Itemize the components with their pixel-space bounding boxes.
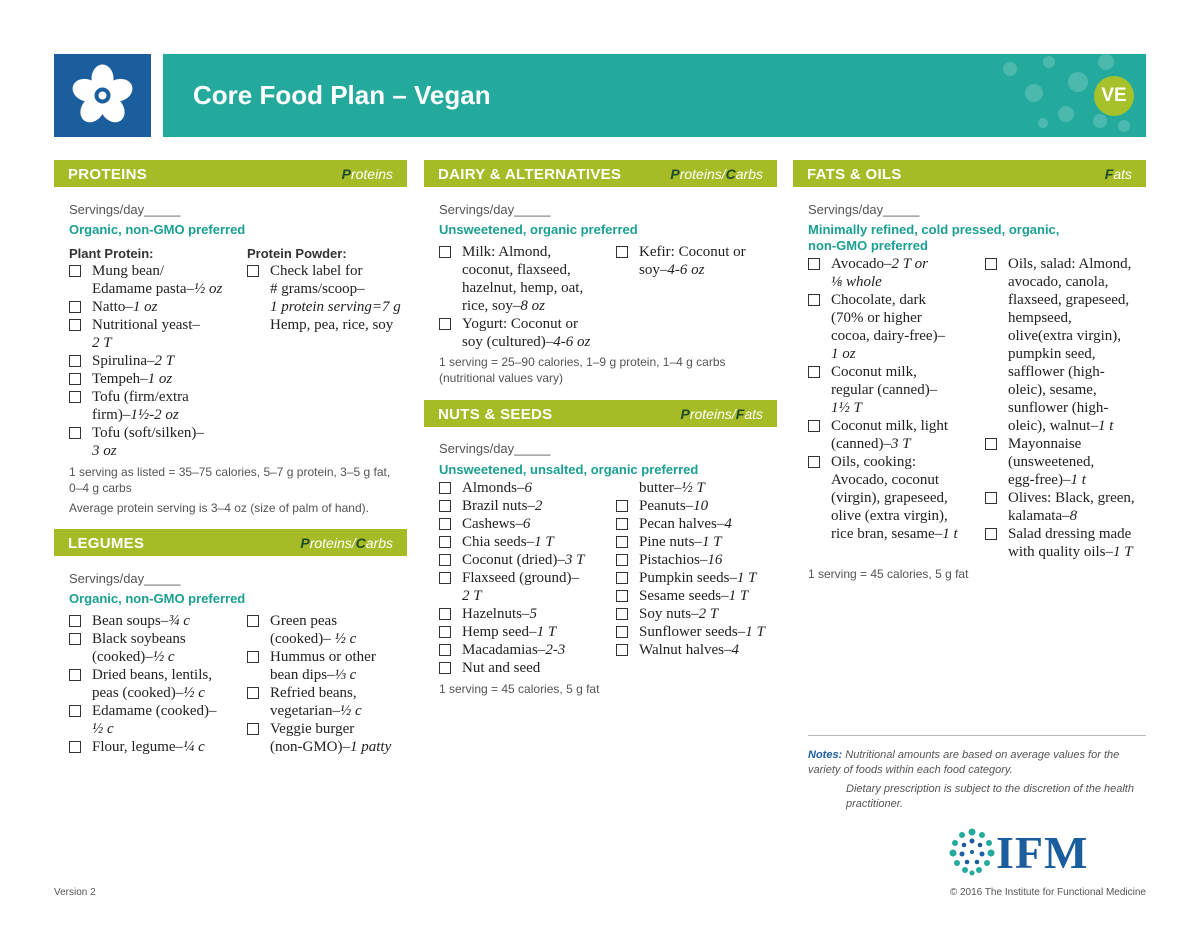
list-item[interactable]: Tofu (soft/silken)– 3 oz [69, 424, 244, 460]
checkbox-icon[interactable] [439, 572, 451, 584]
list-item[interactable]: Tempeh–1 oz [69, 370, 244, 388]
list-item[interactable]: Salad dressing made with quality oils–1 T [985, 525, 1150, 561]
checkbox-icon[interactable] [247, 651, 259, 663]
fats-title: FATS & OILS [807, 166, 902, 183]
list-item[interactable]: Chocolate, dark (70% or higher cocoa, dairy-free)– 1 oz [808, 291, 988, 363]
list-item[interactable]: Nutritional yeast– 2 T [69, 316, 244, 352]
nuts-list-right [616, 479, 786, 659]
notes-divider [808, 735, 1146, 736]
list-item[interactable]: Soy nuts–2 T [616, 605, 786, 623]
list-item[interactable]: Hazelnuts–5 [439, 605, 614, 623]
list-item[interactable]: Hemp seed–1 T [439, 623, 614, 641]
checkbox-icon[interactable] [616, 554, 628, 566]
checkbox-icon[interactable] [69, 391, 81, 403]
list-item[interactable]: Refried beans, vegetarian–½ c [247, 684, 417, 720]
flower-logo-icon [54, 54, 151, 137]
version-label: Version 2 [54, 887, 96, 898]
dairy-servings: Servings/day_____ [439, 202, 551, 217]
nuts-list-left [439, 479, 614, 677]
checkbox-icon[interactable] [69, 633, 81, 645]
list-item[interactable]: Black soybeans (cooked)–½ c [69, 630, 244, 666]
copyright: © 2016 The Institute for Functional Medicine [949, 887, 1146, 898]
proteins-preference: Organic, non-GMO preferred [69, 222, 246, 237]
list-item[interactable]: Coconut milk, light (canned)–3 T [808, 417, 988, 453]
checkbox-icon[interactable] [69, 373, 81, 385]
checkbox-icon[interactable] [808, 456, 820, 468]
checkbox-icon[interactable] [247, 723, 259, 735]
plant-protein-label: Plant Protein: [69, 246, 154, 261]
fats-list-left [808, 255, 988, 543]
checkbox-icon[interactable] [616, 590, 628, 602]
list-item[interactable]: Bean soups–¾ c [69, 612, 244, 630]
list-item[interactable]: Check label for # grams/scoop– 1 protein serving=7 g Hemp, pea, rice, soy [247, 262, 407, 334]
list-item[interactable]: Green peas (cooked)– ½ c [247, 612, 417, 648]
list-item[interactable]: Pistachios–16 [616, 551, 786, 569]
dairy-category: Proteins/Carbs [670, 166, 763, 182]
checkbox-icon[interactable] [247, 687, 259, 699]
checkbox-icon[interactable] [616, 572, 628, 584]
list-item[interactable]: Coconut milk, regular (canned)– 1½ T [808, 363, 988, 417]
list-item[interactable]: Oils, cooking: Avocado, coconut (virgin), grapeseed, olive (extra virgin), rice bran, sesame–1 t [808, 453, 988, 543]
proteins-servings: Servings/day_____ [69, 202, 181, 217]
list-item[interactable]: Almonds–6 [439, 479, 614, 497]
list-item[interactable]: Walnut halves–4 [616, 641, 786, 659]
list-item[interactable]: Peanuts–10 [616, 497, 786, 515]
list-item[interactable]: Pecan halves–4 [616, 515, 786, 533]
checkbox-icon[interactable] [616, 626, 628, 638]
nuts-note: 1 serving = 45 calories, 5 g fat [439, 682, 600, 696]
checkbox-icon[interactable] [808, 294, 820, 306]
checkbox-icon[interactable] [616, 536, 628, 548]
checkbox-icon[interactable] [69, 705, 81, 717]
checkbox-icon[interactable] [985, 492, 997, 504]
checkbox-icon[interactable] [439, 662, 451, 674]
checkbox-icon[interactable] [247, 265, 259, 277]
list-item[interactable]: Kefir: Coconut or soy–4-6 oz [616, 243, 776, 279]
nuts-preference: Unsweetened, unsalted, organic preferred [439, 462, 699, 477]
checkbox-icon[interactable] [439, 518, 451, 530]
fats-category: Fats [1104, 166, 1132, 182]
list-item[interactable]: Sesame seeds–1 T [616, 587, 786, 605]
checkbox-icon[interactable] [616, 518, 628, 530]
list-item[interactable]: Mung bean/ Edamame pasta–½ oz [69, 262, 244, 298]
page-title: Core Food Plan – Vegan [193, 80, 491, 110]
checkbox-icon[interactable] [808, 258, 820, 270]
dairy-title: DAIRY & ALTERNATIVES [438, 166, 622, 183]
checkbox-icon[interactable] [439, 482, 451, 494]
list-item[interactable]: Brazil nuts–2 [439, 497, 614, 515]
checkbox-icon[interactable] [616, 644, 628, 656]
notes-line-1: Notes: Nutritional amounts are based on average values for the variety of foods within each food category. [808, 749, 1120, 776]
list-item[interactable]: Oils, salad: Almond, avocado, canola, flaxseed, grapeseed, hempseed, olive(extra virgin), pumpkin seed, safflower (high- oleic), sesame, sunflower (high- oleic), walnut–1 t [985, 255, 1150, 435]
logo-box [54, 54, 151, 137]
legumes-list-right [247, 612, 417, 756]
checkbox-icon[interactable] [616, 246, 628, 258]
checkbox-icon[interactable] [439, 536, 451, 548]
list-item[interactable]: Tofu (firm/extra firm)–1½-2 oz [69, 388, 244, 424]
list-item[interactable]: Hummus or other bean dips–⅓ c [247, 648, 417, 684]
checkbox-icon[interactable] [439, 608, 451, 620]
checkbox-icon[interactable] [985, 438, 997, 450]
list-item[interactable]: Veggie burger (non-GMO)–1 patty [247, 720, 417, 756]
checkbox-icon[interactable] [439, 644, 451, 656]
checkbox-icon[interactable] [69, 741, 81, 753]
proteins-note-2: Average protein serving is 3–4 oz (size of palm of hand). [69, 501, 369, 515]
checkbox-icon[interactable] [439, 500, 451, 512]
fats-header [793, 160, 1146, 187]
proteins-category: Proteins [341, 166, 393, 182]
dairy-list-left [439, 243, 614, 351]
legumes-preference: Organic, non-GMO preferred [69, 591, 246, 606]
nuts-category: Proteins/Fats [680, 406, 763, 422]
list-item-continued: butter–½ T [639, 480, 705, 496]
vegan-badge: VE [1094, 76, 1134, 116]
dairy-preference: Unsweetened, organic preferred [439, 222, 638, 237]
checkbox-icon[interactable] [69, 615, 81, 627]
ifm-logo-icon [946, 826, 998, 878]
list-item[interactable]: Pine nuts–1 T [616, 533, 786, 551]
nuts-header [424, 400, 777, 427]
dairy-list-right [616, 243, 776, 279]
dairy-header [424, 160, 777, 187]
nuts-servings: Servings/day_____ [439, 441, 551, 456]
list-item[interactable]: Milk: Almond, coconut, flaxseed, hazelnut, hemp, oat, rice, soy–8 oz [439, 243, 614, 315]
checkbox-icon[interactable] [69, 319, 81, 331]
checkbox-icon[interactable] [985, 258, 997, 270]
list-item[interactable]: Cashews–6 [439, 515, 614, 533]
notes-line-2: Dietary prescription is subject to the discretion of the health practitioner. [846, 783, 1134, 810]
legumes-header [54, 529, 407, 556]
list-item[interactable]: Flaxseed (ground)– 2 T [439, 569, 614, 605]
list-item[interactable]: Edamame (cooked)– ½ c [69, 702, 244, 738]
list-item[interactable]: Nut and seed [439, 659, 614, 677]
legumes-category: Proteins/Carbs [300, 535, 393, 551]
proteins-header [54, 160, 407, 187]
plant-protein-list [69, 262, 244, 460]
list-item[interactable]: Natto–1 oz [69, 298, 244, 316]
protein-powder-list [247, 262, 407, 334]
fats-preference: Minimally refined, cold pressed, organic, non-GMO preferred [808, 222, 1060, 253]
list-item[interactable]: Sunflower seeds–1 T [616, 623, 786, 641]
fats-note: 1 serving = 45 calories, 5 g fat [808, 567, 969, 581]
list-item[interactable]: Spirulina–2 T [69, 352, 244, 370]
notes-block [808, 748, 1148, 812]
list-item[interactable]: Avocado–2 T or ⅛ whole [808, 255, 988, 291]
checkbox-icon[interactable] [69, 355, 81, 367]
checkbox-icon[interactable] [439, 626, 451, 638]
checkbox-icon[interactable] [808, 420, 820, 432]
list-item[interactable]: Macadamias–2-3 [439, 641, 614, 659]
header-banner [163, 54, 1146, 137]
checkbox-icon[interactable] [69, 301, 81, 313]
checkbox-icon[interactable] [985, 528, 997, 540]
checkbox-icon[interactable] [247, 615, 259, 627]
checkbox-icon[interactable] [439, 554, 451, 566]
fats-list-right [985, 255, 1150, 561]
checkbox-icon[interactable] [439, 246, 451, 258]
checkbox-icon[interactable] [808, 366, 820, 378]
list-item[interactable]: Olives: Black, green, kalamata–8 [985, 489, 1150, 525]
proteins-title: PROTEINS [68, 166, 148, 183]
checkbox-icon[interactable] [69, 427, 81, 439]
legumes-title: LEGUMES [68, 535, 145, 552]
checkbox-icon[interactable] [439, 318, 451, 330]
ifm-brand: IFM [996, 827, 1089, 878]
legumes-servings: Servings/day_____ [69, 571, 181, 586]
nuts-title: NUTS & SEEDS [438, 406, 553, 423]
checkbox-icon[interactable] [616, 500, 628, 512]
dairy-note: 1 serving = 25–90 calories, 1–9 g protein, 1–4 g carbs (nutritional values vary) [439, 355, 726, 385]
list-item[interactable]: Coconut (dried)–3 T [439, 551, 614, 569]
list-item[interactable]: Mayonnaise (unsweetened, egg-free)–1 t [985, 435, 1150, 489]
list-item[interactable]: Dried beans, lentils, peas (cooked)–½ c [69, 666, 244, 702]
list-item[interactable]: Flour, legume–¼ c [69, 738, 244, 756]
list-item[interactable]: Chia seeds–1 T [439, 533, 614, 551]
checkbox-icon[interactable] [69, 265, 81, 277]
list-item[interactable]: Pumpkin seeds–1 T [616, 569, 786, 587]
list-item[interactable]: Yogurt: Coconut or soy (cultured)–4-6 oz [439, 315, 614, 351]
proteins-note: 1 serving as listed = 35–75 calories, 5–7 g protein, 3–5 g fat, 0–4 g carbs [69, 465, 391, 495]
checkbox-icon[interactable] [616, 608, 628, 620]
checkbox-icon[interactable] [69, 669, 81, 681]
fats-servings: Servings/day_____ [808, 202, 920, 217]
legumes-list-left [69, 612, 244, 756]
protein-powder-label: Protein Powder: [247, 246, 347, 261]
